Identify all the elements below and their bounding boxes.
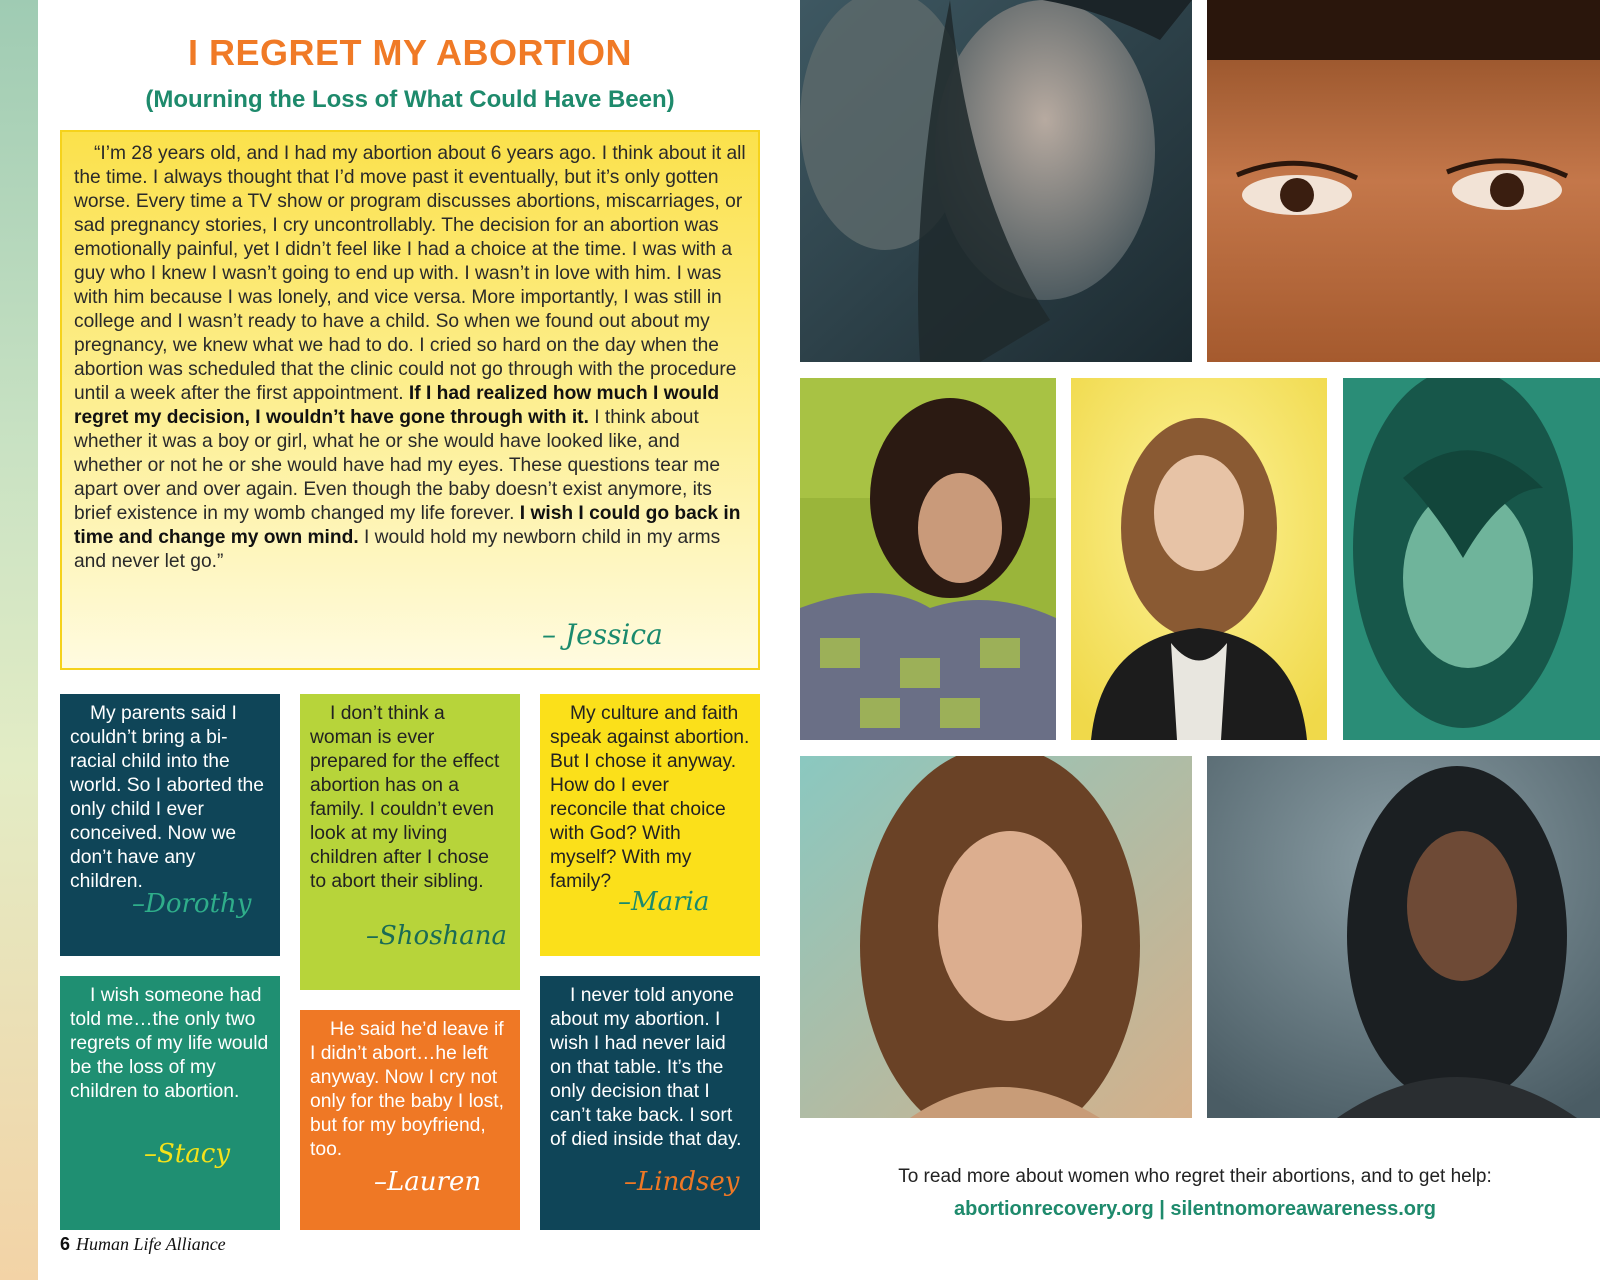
main-testimony-text: “I’m 28 years old, and I had my abortion about 6 years ago. I think about it all the time. I always thought that I’d move past it eventually, but it’s only gotten worse. Every time a TV show or program discusses abortions, miscarriages, or sad pregnancy stories, I cry uncontrollably. The decision for an abortion was emotionally painful, yet I didn’t feel like I had a choice at the time. I was with a guy who I knew I wasn’t going to end up with. I wasn’t in love with him. I was with him because I was lonely, and vice versa. More importantly, I was still in college and I wasn’t ready to have a child. So when we found out about my pregnancy, we knew what we had to do. I cried so hard on the day when the abortion was scheduled that the clinic could not go through with the procedure until a week after the first appointment. If I had realized how much I would regret my decision, I wouldn’t have gone through with it. I think about whether it was a boy or girl, what he or she would have looked like, and whether or not he or she would have had my eyes. These questions tear me apart over and over again. Even though the baby doesn’t exist anymore, its brief existence in my womb changed my life forever. I wish I could go back in time and change my own mind. I would hold my newborn child in my arms and never let go.”: [74, 143, 746, 572]
main-testimony-box: [60, 130, 760, 670]
testimony-card-lauren: [300, 1010, 520, 1230]
photo-girl-leather-jacket: [1071, 378, 1327, 740]
page-footer: [60, 1234, 226, 1255]
signature-maria: –Maria: [618, 887, 710, 917]
card-text: He said he’d leave if I didn’t abort…he left anyway. Now I cry not only for the baby I lost, but for my boyfriend, too.: [310, 1019, 504, 1160]
testimony-card-maria: [540, 694, 760, 956]
photo-woman-dark-hair-gray: [1207, 756, 1600, 1118]
publication-name: Human Life Alliance: [76, 1234, 226, 1254]
card-text: I wish someone had told me…the only two regrets of my life would be the loss of my children to abortion.: [70, 985, 269, 1102]
testimony-card-dorothy: [60, 694, 280, 956]
page-title: I REGRET MY ABORTION: [187, 32, 633, 73]
photo-two-women-reflection: [800, 0, 1192, 362]
card-text: I don’t think a woman is ever prepared for the effect abortion has on a family. I couldn’t even look at my living children after I chose to abort their sibling.: [310, 703, 500, 892]
signature-lauren: –Lauren: [374, 1167, 482, 1197]
card-text: I never told anyone about my abortion. I wish I had never laid on that table. It’s the only decision that I can’t take back. I sort of died inside that day.: [550, 985, 742, 1150]
photo-woman-teal-tone: [1343, 378, 1600, 740]
page-edge-gradient: [0, 0, 38, 1280]
testimony-card-shoshana: [300, 694, 520, 990]
page-number: 6: [60, 1234, 71, 1254]
signature-stacy: –Stacy: [144, 1139, 231, 1169]
footer-text: To read more about women who regret their abortions, and to get help:: [898, 1166, 1492, 1187]
highlight-1: If I had realized how much I would regret my decision, I wouldn’t have gone through with it.: [74, 383, 720, 428]
footer-links[interactable]: abortionrecovery.org | silentnomoreawareness.org: [953, 1198, 1437, 1220]
testimony-card-lindsey: [540, 976, 760, 1230]
signature-jessica: – Jessica: [542, 618, 663, 651]
photo-woman-eyes-closeup: [1207, 0, 1600, 362]
signature-dorothy: –Dorothy: [132, 889, 252, 919]
highlight-2: I wish I could go back in time and change my own mind.: [74, 503, 741, 548]
card-text: My culture and faith speak against abortion. But I chose it anyway. How do I ever reconcile that choice with God? With myself? With my family?: [550, 703, 750, 892]
signature-shoshana: –Shoshana: [366, 921, 508, 951]
signature-lindsey: –Lindsey: [624, 1167, 740, 1197]
photo-woman-plaid-sweater: [800, 378, 1056, 740]
testimony-card-stacy: [60, 976, 280, 1230]
photo-woman-long-hair-sunlight: [800, 756, 1192, 1118]
page-subtitle: (Mourning the Loss of What Could Have Been): [145, 86, 675, 113]
card-text: My parents said I couldn’t bring a bi-racial child into the world. So I aborted the only child I ever conceived. Now we don’t have any children.: [70, 703, 264, 892]
